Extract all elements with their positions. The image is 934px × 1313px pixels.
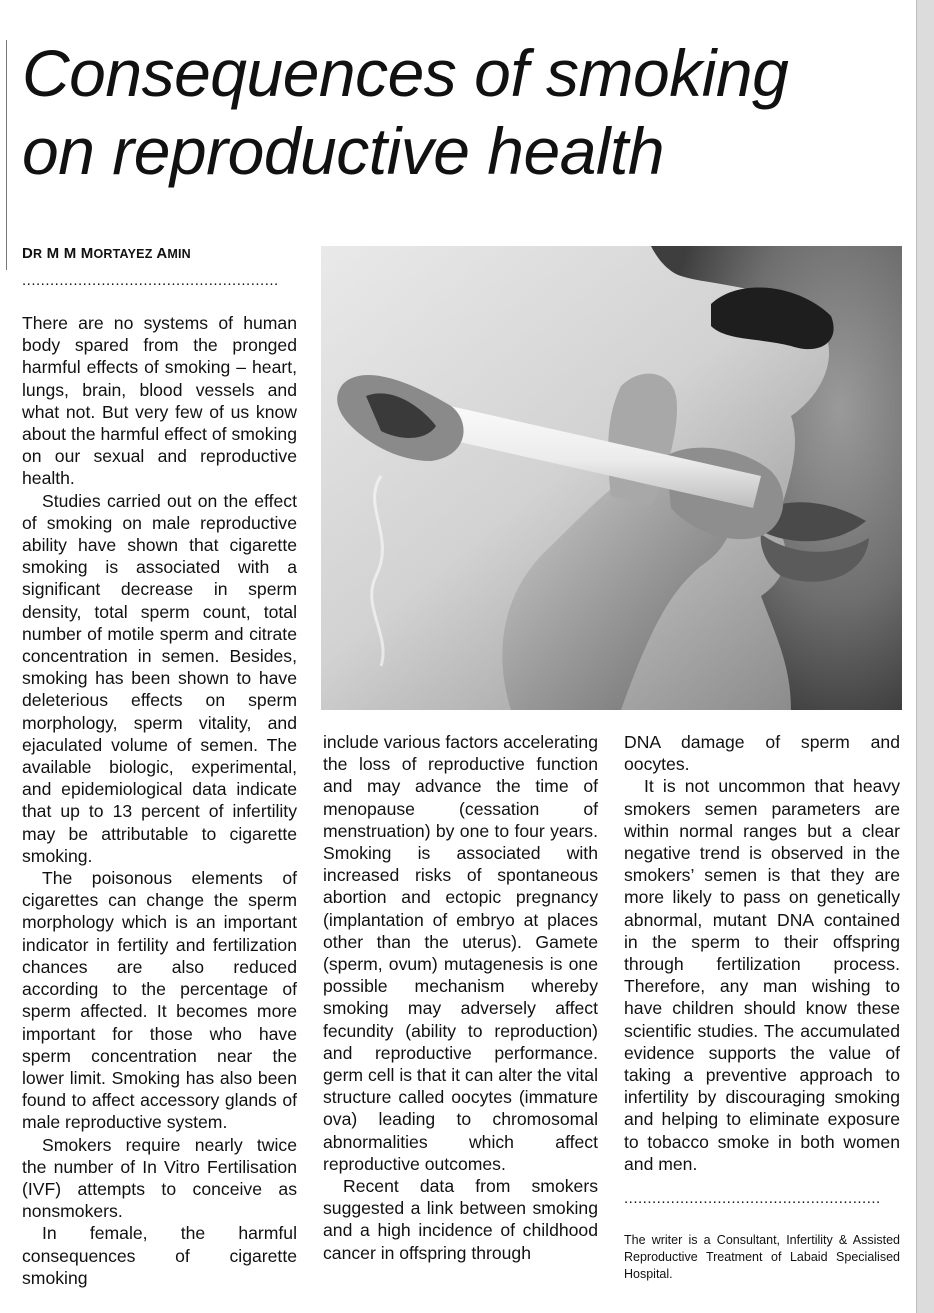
footnote-separator: ....................................................... [624,1190,881,1207]
smoking-photo [321,246,902,710]
left-column-rule [6,40,7,270]
paragraph-childhood-cancer: Recent data from smokers suggested a link between smoking and a high incidence of childhood cancer in offspring through [323,1176,598,1263]
article-column-2 [323,731,598,1264]
paragraph-female-consequences: include various factors accelerating the loss of reproductive function and may advance the time of menopause (cessation of menstruation) by one to four years. Smoking is associated with increased risks of spontaneous abortion and ectopic pregnancy (implantation of embryo at places other than the uterus). Gamete (sperm, ovum) mutagenesis is one possible mechanism whereby smoking may adversely affect fecundity (ability to reproduction) and reproductive performance. germ cell is that it can alter the vital structure called oocytes (immature ova) leading to chromosomal abnormalities which affect reproductive outcomes. [323,732,598,1174]
paragraph-poisonous-elements: The poisonous elements of cigarettes can change the sperm morphology which is an important indicator in fertility and fertilization chances are also reduced according to the percentage of sperm affected. It becomes more important for those who have sperm concentration near the lower limit. Smoking has also been found to affect accessory glands of male reproductive system. [22,868,297,1133]
paragraph-heavy-smokers: It is not uncommon that heavy smokers semen parameters are within normal ranges but a clear negative trend is observed in the smokers’ semen is that they are more likely to pass on genetically abnormal, mutant DNA contained in the sperm to their offspring through fertilization process. Therefore, any man wishing to have children should know these scientific studies. The accumulated evidence supports the value of taking a preventive approach to infertility by discouraging smoking and helping to eliminate exposure to tobacco smoke in both women and men. [624,776,900,1174]
article-column-3 [624,731,900,1175]
byline-separator: ....................................................... [22,272,279,289]
article-title [22,34,902,190]
author-byline: DR M M MORTAYEZ AMIN [22,245,191,262]
title-line-2: on reproductive health [22,114,665,188]
author-footnote: The writer is a Consultant, Infertility & Assisted Reproductive Treatment of Labaid Specialised Hospital. [624,1233,900,1281]
paragraph-dna-damage: DNA damage of sperm and oocytes. [624,732,900,775]
paragraph-intro: There are no systems of human body spared from the pronged harmful effects of smoking – heart, lungs, brain, blood vessels and what not. But very few of us know about the harmful effect of smoking on our sexual and reproductive health. [22,313,297,489]
title-line-1: Consequences of smoking [22,36,789,110]
paragraph-male-studies: Studies carried out on the effect of smoking on male reproductive ability have shown that cigarette smoking is associated with a significant decrease in sperm density, total sperm count, total number of motile sperm and citrate concentration in semen. Besides, smoking has been shown to have deleterious effects on sperm morphology, sperm vitality, and ejaculated volume of semen. The available biologic, experimental, and epidemiological data indicate that up to 13 percent of infertility may be attributable to cigarette smoking. [22,490,297,866]
paragraph-ivf: Smokers require nearly twice the number of In Vitro Fertilisation (IVF) attempts to conceive as nonsmokers. [22,1134,297,1222]
page-edge-strip [916,0,934,1313]
paragraph-female-start: In female, the harmful consequences of cigarette smoking [22,1223,297,1288]
article-column-1 [22,312,297,1289]
